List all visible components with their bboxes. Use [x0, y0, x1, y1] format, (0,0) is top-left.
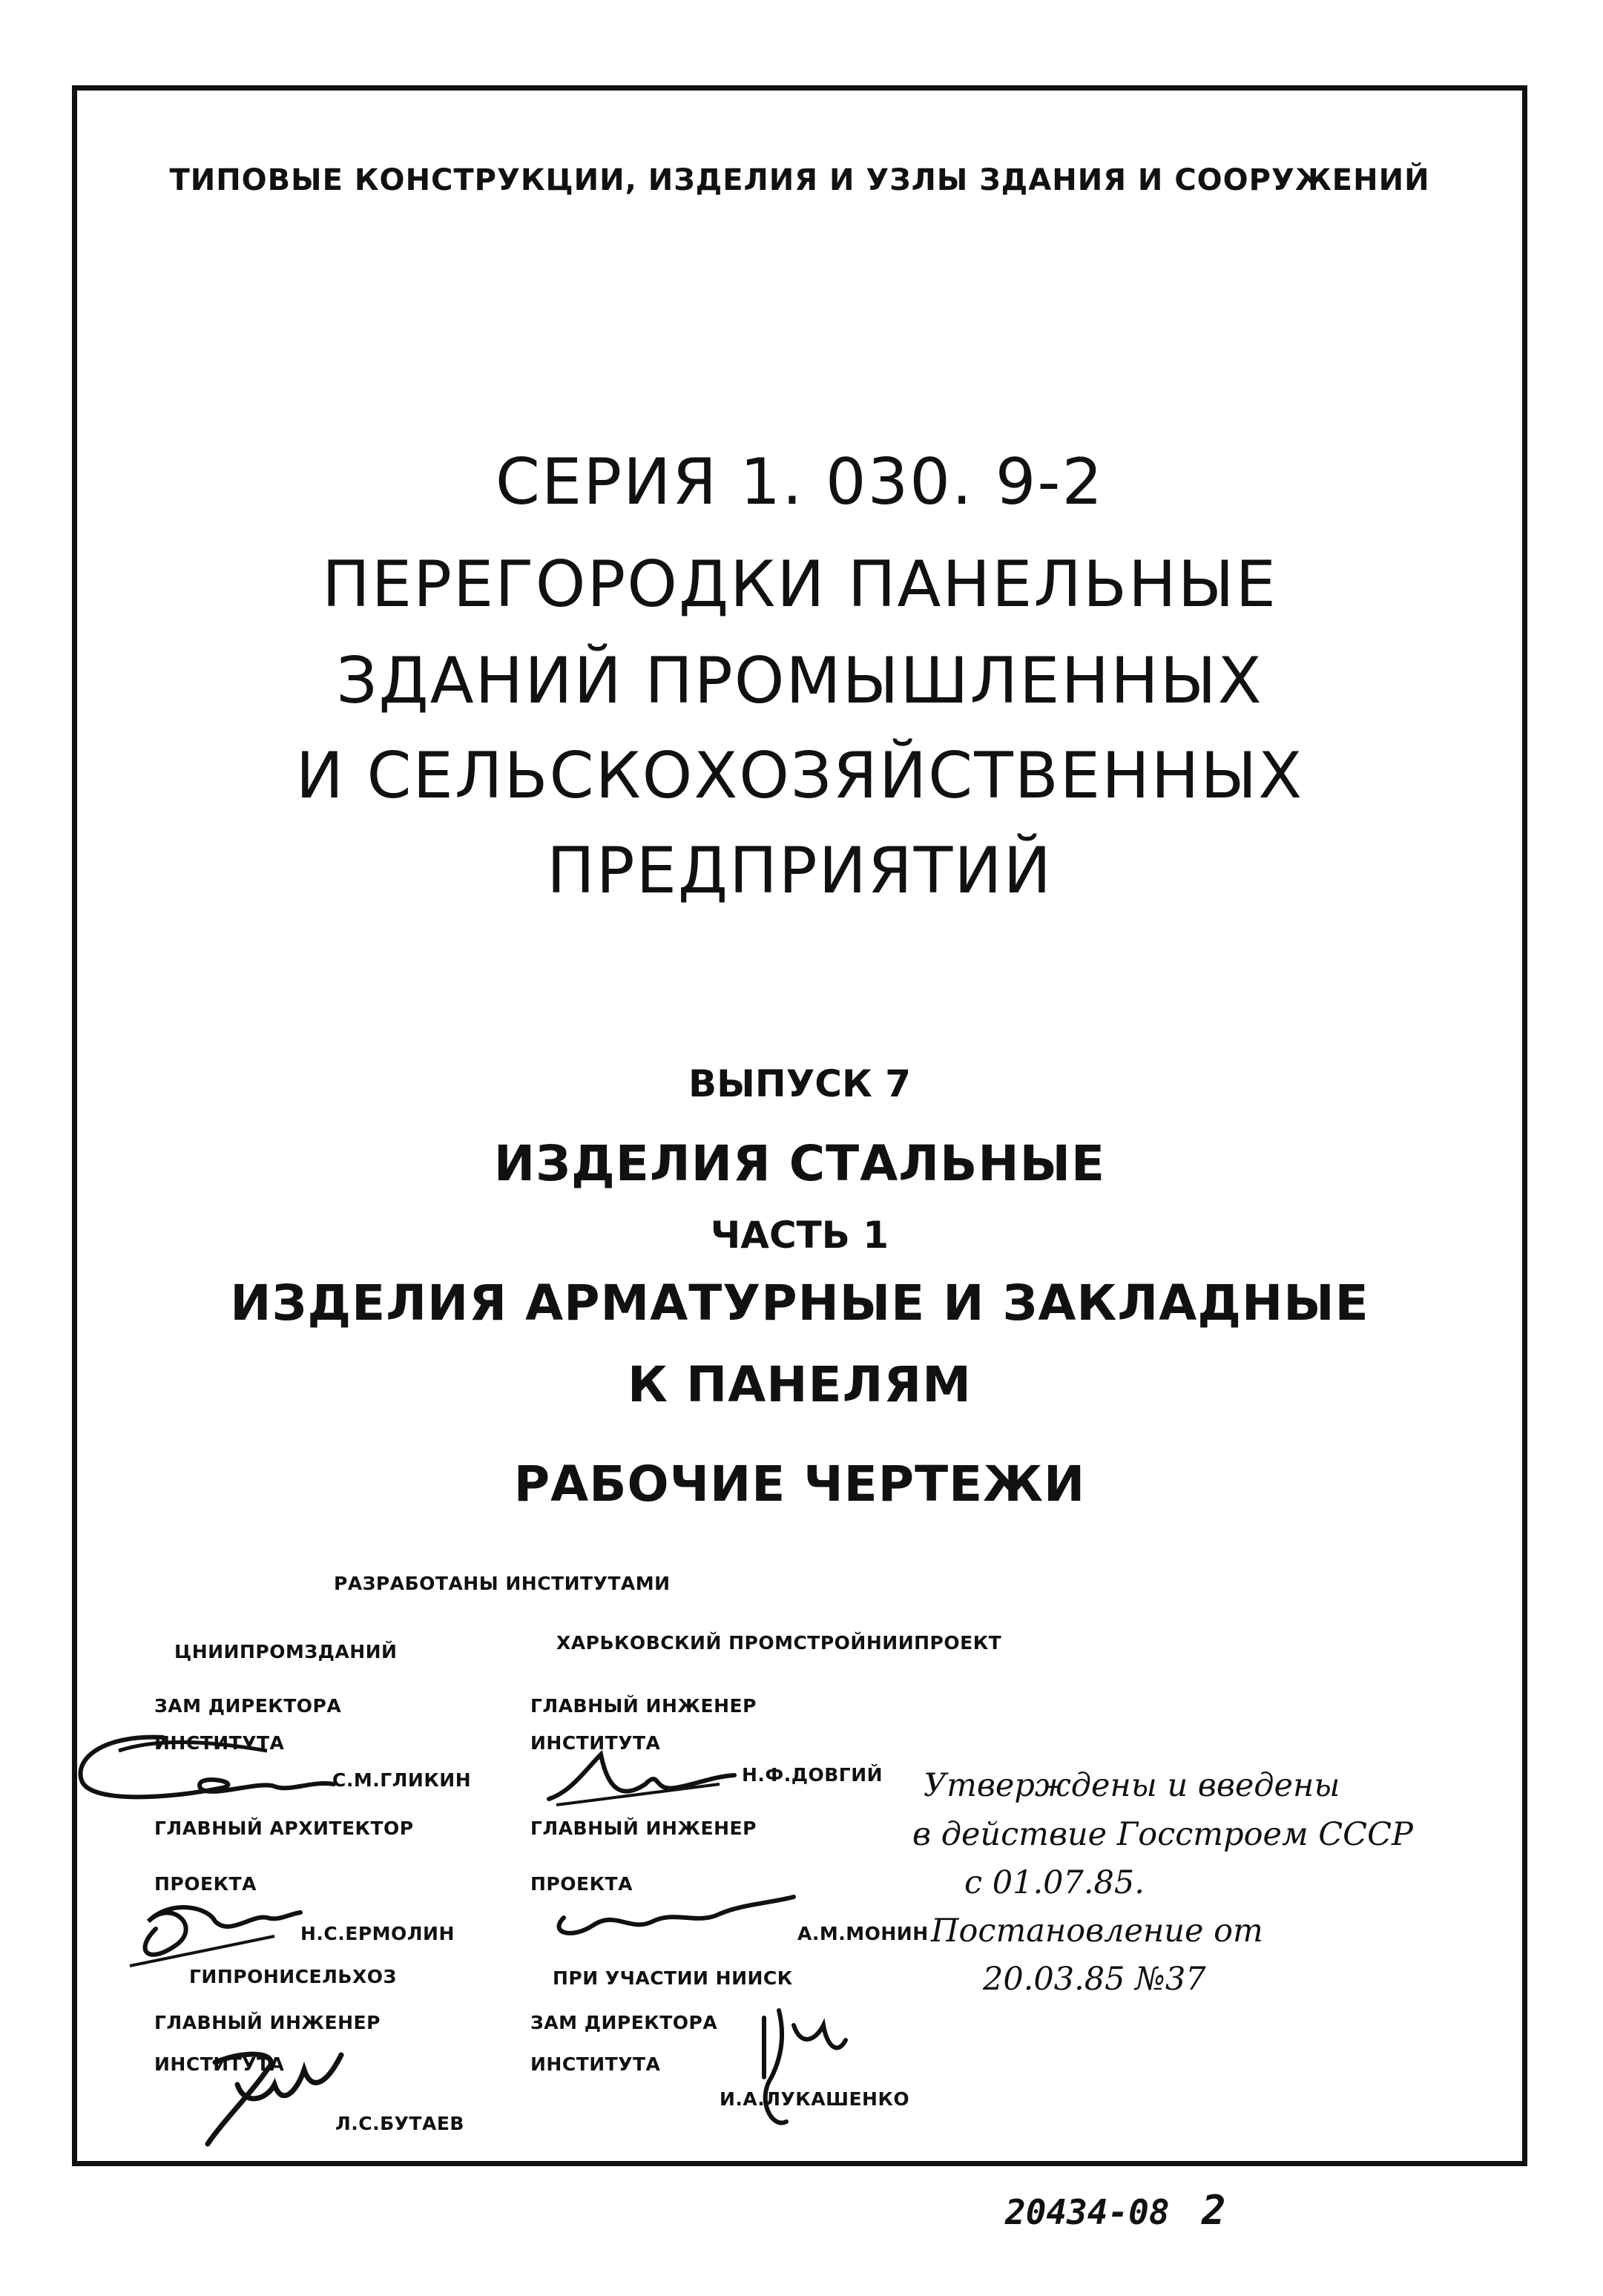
- developed-by-label: РАЗРАБОТАНЫ ИНСТИТУТАМИ: [334, 1573, 671, 1594]
- part-title-line-1: ИЗДЕЛИЯ АРМАТУРНЫЕ И ЗАКЛАДНЫЕ: [230, 1274, 1369, 1332]
- left-role-1-line-1: ЗАМ ДИРЕКТОРА: [154, 1695, 342, 1717]
- approval-line-5: 20.03.85 №37: [983, 1961, 1206, 1998]
- left-institute-2: ГИПРОНИСЕЛЬХОЗ: [189, 1966, 397, 1987]
- approval-line-4: Постановление от: [931, 1912, 1263, 1950]
- signature-ermolin: [126, 1884, 304, 1973]
- right-name-2: А.М.МОНИН: [797, 1923, 929, 1944]
- title-line-2: ЗДАНИЙ ПРОМЫШЛЕННЫХ: [336, 644, 1263, 718]
- left-role-2-line-1: ГЛАВНЫЙ АРХИТЕКТОР: [154, 1818, 414, 1839]
- signature-butaev: [193, 2040, 363, 2151]
- right-role-1-line-1: ГЛАВНЫЙ ИНЖЕНЕР: [530, 1695, 757, 1717]
- part-title-line-2: К ПАНЕЛЯМ: [628, 1356, 972, 1413]
- left-name-3: Л.С.БУТАЕВ: [335, 2113, 464, 2134]
- standard-header: ТИПОВЫЕ КОНСТРУКЦИИ, ИЗДЕЛИЯ И УЗЛЫ ЗДАНИЯ И СООРУЖЕНИЙ: [169, 163, 1430, 197]
- right-participation: ПРИ УЧАСТИИ НИИСК: [553, 1967, 793, 1989]
- left-name-1: С.М.ГЛИКИН: [332, 1769, 472, 1791]
- issue-number: ВЫПУСК 7: [688, 1062, 912, 1105]
- signature-lukashenko: [734, 1996, 860, 2137]
- page-frame: [72, 85, 1527, 2166]
- left-institute-1: ЦНИИПРОМЗДАНИЙ: [174, 1641, 398, 1662]
- signature-glikin: [74, 1728, 356, 1810]
- left-role-1-line-2: ИНСТИТУТА: [154, 1732, 285, 1754]
- right-role-2-line-1: ГЛАВНЫЙ ИНЖЕНЕР: [530, 1818, 757, 1839]
- document-number: 20434-08: [1005, 2192, 1170, 2232]
- title-line-3: И СЕЛЬСКОХОЗЯЙСТВЕННЫХ: [295, 739, 1304, 813]
- signature-dovgiy: [542, 1740, 742, 1814]
- left-role-3-line-2: ИНСТИТУТА: [154, 2053, 285, 2075]
- title-line-1: ПЕРЕГОРОДКИ ПАНЕЛЬНЫЕ: [322, 547, 1277, 622]
- approval-line-1: Утверждены и введены: [924, 1767, 1340, 1804]
- part-number: ЧАСТЬ 1: [710, 1214, 889, 1257]
- page-number: 2: [1202, 2187, 1226, 2234]
- left-name-2: Н.С.ЕРМОЛИН: [300, 1923, 455, 1944]
- right-role-3-line-2: ИНСТИТУТА: [530, 2053, 661, 2075]
- issue-title: ИЗДЕЛИЯ СТАЛЬНЫЕ: [493, 1135, 1106, 1192]
- right-institute-1: ХАРЬКОВСКИЙ ПРОМСТРОЙНИИПРОЕКТ: [556, 1632, 1002, 1654]
- approval-line-3: с 01.07.85.: [964, 1864, 1145, 1901]
- right-name-1: Н.Ф.ДОВГИЙ: [742, 1764, 883, 1786]
- series-title: СЕРИЯ 1. 030. 9-2: [495, 445, 1105, 519]
- right-role-1-line-2: ИНСТИТУТА: [530, 1732, 661, 1754]
- approval-line-2: в действие Госстроем СССР: [912, 1816, 1413, 1853]
- right-name-3: И.А.ЛУКАШЕНКО: [720, 2088, 910, 2110]
- right-role-2-line-2: ПРОЕКТА: [530, 1873, 633, 1895]
- signature-monin: [549, 1888, 801, 1947]
- left-role-2-line-2: ПРОЕКТА: [154, 1873, 257, 1895]
- left-role-3-line-1: ГЛАВНЫЙ ИНЖЕНЕР: [154, 2012, 381, 2033]
- document-type: РАБОЧИЕ ЧЕРТЕЖИ: [513, 1455, 1086, 1513]
- title-line-4: ПРЕДПРИЯТИЙ: [547, 834, 1053, 908]
- right-role-3-line-1: ЗАМ ДИРЕКТОРА: [530, 2012, 718, 2033]
